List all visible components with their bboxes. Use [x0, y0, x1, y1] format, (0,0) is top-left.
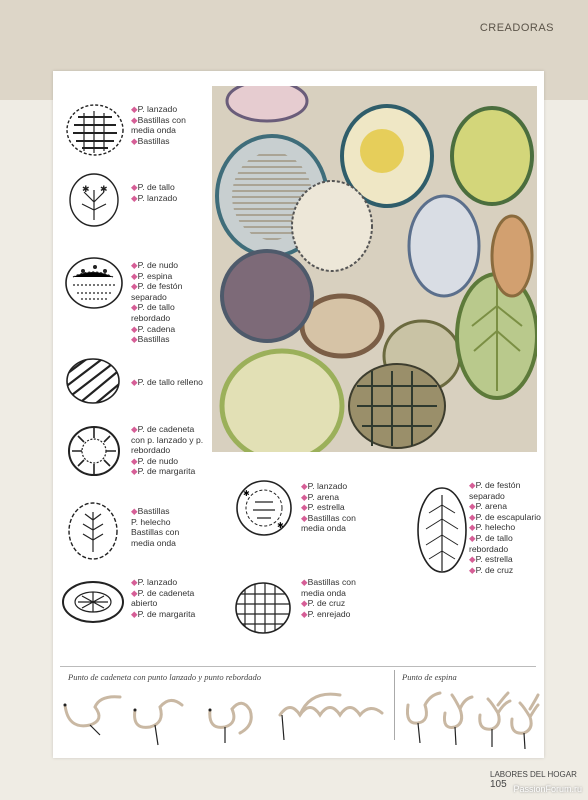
chain-stitch-steps-icon: [60, 685, 390, 750]
legend-1-line: [131, 125, 186, 136]
legend-1-line: [131, 136, 186, 147]
legend-4: [131, 377, 203, 388]
bullet-icon: ◆: [469, 501, 476, 512]
legend-text: abierto: [131, 598, 158, 609]
page-number: 105: [490, 779, 507, 790]
bullet-icon: ◆: [131, 104, 138, 114]
oval-diagram-7-icon: [60, 578, 126, 626]
bullet-icon: ◆: [301, 598, 308, 609]
legend-3-line: [131, 271, 182, 282]
legend-text: Bastillas: [137, 506, 170, 516]
bullet-icon: ◆: [131, 114, 138, 125]
legend-10-line: [469, 512, 541, 523]
bullet-icon: ◆: [131, 182, 138, 192]
legend-5: [131, 424, 203, 477]
bullet-icon: ◆: [131, 323, 138, 334]
legend-10-line: [469, 533, 541, 544]
section-title: CREADORAS: [479, 22, 554, 34]
legend-text: rebordado: [469, 543, 509, 554]
legend-text: P. de tallo: [137, 302, 175, 313]
legend-8-line: [301, 481, 356, 492]
legend-text: separado: [131, 291, 167, 302]
legend-text: P. de tallo: [475, 532, 513, 543]
bullet-icon: ◆: [301, 608, 308, 619]
legend-text: P. de margarita: [137, 466, 196, 477]
legend-3-line: [131, 324, 182, 335]
legend-6: [131, 506, 179, 548]
spine-stitch-steps-icon: [400, 685, 540, 750]
legend-text: Bastillas con: [131, 527, 180, 538]
legend-text: P. de cruz: [475, 564, 514, 575]
legend-text: con p. lanzado y p.: [131, 434, 204, 445]
legend-6-line: [131, 527, 179, 538]
legend-text: P. de tallo relleno: [137, 377, 203, 387]
chain-stitch-caption: Punto de cadeneta con punto lanzado y punto rebordado: [68, 672, 261, 682]
legend-10-line: [469, 480, 541, 491]
embroidery-photo: [212, 86, 537, 452]
legend-text: P. helecho: [131, 516, 171, 527]
bullet-icon: ◆: [301, 502, 308, 513]
legend-text: Bastillas con: [307, 512, 356, 523]
legend-text: P. de cadeneta: [137, 424, 195, 434]
legend-text: P. helecho: [475, 522, 516, 533]
legend-2: [131, 182, 177, 203]
legend-text: P. lanzado: [137, 192, 178, 203]
legend-1-line: [131, 115, 186, 126]
legend-3-line: [131, 260, 182, 271]
legend-text: media onda: [131, 537, 176, 548]
legend-10-line: [469, 522, 541, 533]
bullet-icon: ◆: [131, 424, 138, 434]
oval-diagram-8-icon: [233, 478, 295, 538]
legend-10-line: [469, 491, 541, 502]
bullet-icon: ◆: [131, 270, 138, 281]
legend-text: P. lanzado: [137, 104, 178, 114]
legend-text: P. de tallo: [137, 182, 175, 192]
legend-text: P. cadena: [137, 323, 176, 334]
legend-1: [131, 104, 186, 146]
bullet-icon: ◆: [131, 455, 138, 466]
legend-text: P. de cadeneta: [137, 587, 195, 598]
legend-2-line: [131, 193, 177, 204]
legend-text: P. estrella: [475, 554, 513, 565]
legend-8: [301, 481, 356, 534]
oval-diagram-5-icon: [66, 424, 122, 478]
legend-10: [469, 480, 541, 575]
legend-1-line: [131, 104, 186, 115]
legend-text: P. lanzado: [307, 481, 348, 491]
legend-text: rebordado: [131, 445, 171, 456]
legend-3-line: [131, 302, 182, 313]
bullet-icon: ◆: [131, 302, 138, 313]
svg-text:✱: ✱: [277, 521, 284, 530]
bullet-icon: ◆: [301, 512, 308, 523]
legend-6-line: [131, 506, 179, 517]
oval-diagram-3-icon: [63, 255, 125, 311]
legend-9: [301, 577, 356, 619]
bullet-icon: ◆: [131, 377, 138, 387]
legend-3-line: [131, 334, 182, 345]
legend-7: [131, 577, 195, 619]
bullet-icon: ◆: [131, 334, 138, 345]
watermark: PassionForum.ru: [513, 784, 582, 794]
legend-text: media onda: [301, 523, 346, 534]
legend-9-line: [301, 598, 356, 609]
svg-text:✱: ✱: [82, 184, 90, 194]
bullet-icon: ◆: [131, 192, 138, 203]
legend-text: P. de cruz: [307, 598, 346, 609]
legend-5-line: [131, 445, 203, 456]
legend-text: P. lanzado: [137, 577, 178, 587]
bullet-icon: ◆: [301, 491, 308, 502]
legend-5-line: [131, 435, 203, 446]
legend-text: P. enrejado: [307, 608, 351, 619]
legend-6-line: [131, 517, 179, 528]
legend-7-line: [131, 609, 195, 620]
oval-diagram-4-icon: [64, 356, 122, 406]
bullet-icon: ◆: [131, 608, 138, 619]
bullet-icon: ◆: [131, 506, 138, 516]
magazine-name: LABORES DEL HOGAR: [490, 770, 577, 779]
legend-7-line: [131, 588, 195, 599]
legend-8-line: [301, 513, 356, 524]
legend-text: Bastillas con: [307, 577, 356, 587]
legend-3-line: [131, 292, 182, 303]
oval-diagram-10-icon: [415, 485, 469, 575]
legend-2-line: [131, 182, 177, 193]
diagram-vertical-divider: [394, 670, 395, 740]
legend-text: P. estrella: [307, 502, 345, 513]
bullet-icon: ◆: [131, 577, 138, 587]
legend-text: P. de escapulario: [475, 511, 541, 522]
bullet-icon: ◆: [131, 135, 138, 146]
spine-stitch-caption: Punto de espina: [402, 672, 457, 682]
legend-3-line: [131, 281, 182, 292]
legend-text: rebordado: [131, 312, 171, 323]
legend-10-line: [469, 554, 541, 565]
legend-4-line: [131, 377, 203, 388]
legend-5-line: [131, 424, 203, 435]
legend-5-line: [131, 456, 203, 467]
legend-10-line: [469, 544, 541, 555]
legend-7-line: [131, 598, 195, 609]
legend-text: media onda: [301, 587, 346, 598]
legend-3-line: [131, 313, 182, 324]
legend-text: P. arena: [307, 491, 339, 502]
svg-text:✱: ✱: [100, 184, 108, 194]
bullet-icon: ◆: [469, 554, 476, 565]
oval-diagram-1-icon: [64, 101, 126, 159]
bullet-icon: ◆: [131, 260, 138, 270]
bullet-icon: ◆: [469, 511, 476, 522]
diagram-divider: [60, 666, 536, 667]
legend-8-line: [301, 502, 356, 513]
legend-9-line: [301, 577, 356, 588]
bullet-icon: ◆: [469, 532, 476, 543]
legend-text: P. de festón: [137, 281, 183, 292]
legend-text: Bastillas: [137, 135, 170, 146]
legend-8-line: [301, 523, 356, 534]
legend-9-line: [301, 588, 356, 599]
legend-5-line: [131, 466, 203, 477]
legend-text: P. arena: [475, 501, 507, 512]
legend-text: P. de festón: [475, 480, 521, 490]
legend-10-line: [469, 565, 541, 576]
legend-text: media onda: [131, 125, 176, 136]
bullet-icon: ◆: [131, 587, 138, 598]
legend-text: Bastillas con: [137, 114, 186, 125]
oval-diagram-6-icon: [66, 500, 120, 562]
oval-diagram-9-icon: [233, 580, 293, 636]
legend-text: Bastillas: [137, 334, 170, 345]
legend-6-line: [131, 538, 179, 549]
bullet-icon: ◆: [469, 480, 476, 490]
bullet-icon: ◆: [301, 481, 308, 491]
legend-7-line: [131, 577, 195, 588]
bullet-icon: ◆: [131, 466, 138, 477]
legend-text: P. de margarita: [137, 608, 196, 619]
legend-10-line: [469, 501, 541, 512]
svg-text:✱: ✱: [243, 489, 250, 498]
bullet-icon: ◆: [469, 522, 476, 533]
bullet-icon: ◆: [131, 281, 138, 292]
oval-diagram-2-icon: [66, 172, 122, 228]
legend-text: P. espina: [137, 270, 173, 281]
legend-3: [131, 260, 182, 345]
legend-8-line: [301, 492, 356, 503]
bullet-icon: ◆: [469, 564, 476, 575]
bullet-icon: ◆: [301, 577, 308, 587]
legend-9-line: [301, 609, 356, 620]
legend-text: P. de nudo: [137, 260, 179, 270]
legend-text: P. de nudo: [137, 455, 179, 466]
legend-text: separado: [469, 490, 505, 501]
